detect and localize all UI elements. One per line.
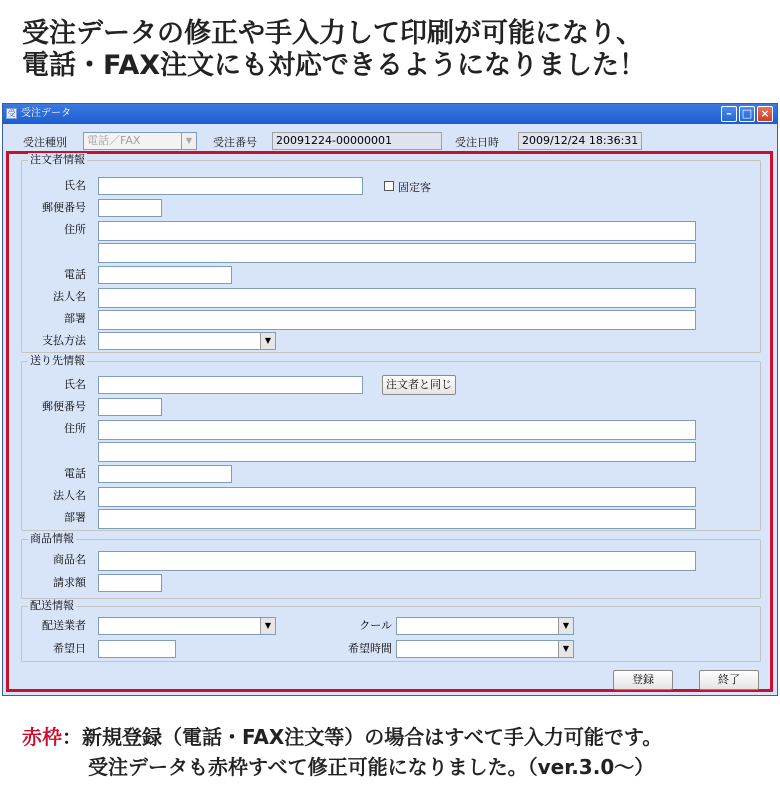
orderer-phone-input[interactable]: [98, 266, 232, 284]
product-name-input[interactable]: [98, 551, 696, 571]
note-line-2: 受注データも赤枠すべて修正可能になりました。（ver.3.0〜）: [88, 755, 655, 779]
orderer-zip-input[interactable]: [98, 199, 162, 217]
desired-date-label: 希望日: [53, 642, 86, 655]
cool-label: クール: [359, 619, 392, 632]
shipping-phone-input[interactable]: [98, 465, 232, 483]
carrier-label: 配送業者: [42, 619, 86, 632]
shipping-name-label: 氏名: [64, 378, 86, 391]
maximize-icon[interactable]: □: [739, 106, 755, 122]
chevron-down-icon: ▼: [558, 641, 573, 657]
exit-button[interactable]: 終了: [699, 670, 759, 690]
headline: [22, 18, 762, 82]
shipping-info-group: [21, 354, 761, 531]
chevron-down-icon: ▼: [558, 618, 573, 634]
order-no-field[interactable]: 20091224-00000001: [272, 132, 442, 150]
close-icon[interactable]: ×: [757, 106, 773, 122]
headline-line-1: 受注データの修正や手入力して印刷が可能になり、: [22, 18, 643, 49]
product-info-group: [21, 532, 761, 599]
shipping-info-title: 送り先情報: [30, 354, 85, 367]
shipping-address-input-2[interactable]: [98, 442, 696, 462]
billing-amount-input[interactable]: [98, 574, 162, 592]
shipping-zip-input[interactable]: [98, 398, 162, 416]
window-titlebar[interactable]: [3, 104, 777, 124]
order-no-label: 受注番号: [213, 136, 257, 149]
cool-select[interactable]: [396, 617, 574, 635]
orderer-phone-label: 電話: [64, 268, 86, 281]
payment-method-select[interactable]: [98, 332, 276, 350]
orderer-address-label: 住所: [64, 223, 86, 236]
orderer-name-label: 氏名: [64, 179, 86, 192]
note-line-1: 新規登録（電話・FAX注文等）の場合はすべて手入力可能です。: [82, 725, 663, 749]
orderer-info-title: 注文者情報: [30, 153, 85, 166]
delivery-info-title: 配送情報: [30, 599, 74, 612]
fixed-customer-checkbox[interactable]: [384, 181, 394, 191]
shipping-name-input[interactable]: [98, 376, 363, 394]
billing-amount-label: 請求額: [53, 576, 86, 589]
orderer-zip-label: 郵便番号: [42, 201, 86, 214]
note-colon: ：: [62, 725, 82, 749]
orderer-address-input-1[interactable]: [98, 221, 696, 241]
headline-line-2: 電話・FAX注文にも対応できるようになりました！: [22, 50, 647, 81]
order-date-label: 受注日時: [455, 136, 499, 149]
order-window: [2, 103, 778, 696]
orderer-name-input[interactable]: [98, 177, 363, 195]
minimize-icon[interactable]: –: [721, 106, 737, 122]
order-type-value: 電話／FAX: [87, 134, 141, 147]
delivery-info-group: [21, 599, 761, 662]
desired-time-label: 希望時間: [348, 642, 392, 655]
order-type-label: 受注種別: [23, 136, 67, 149]
shipping-department-input[interactable]: [98, 509, 696, 529]
product-info-title: 商品情報: [30, 532, 74, 545]
window-title: 受注データ: [21, 108, 71, 119]
orderer-info-group: [21, 153, 761, 353]
note: [22, 722, 772, 782]
chevron-down-icon: ▼: [260, 333, 275, 349]
order-type-select[interactable]: [83, 132, 197, 150]
fixed-customer-label: 固定客: [398, 181, 431, 194]
shipping-department-label: 部署: [64, 511, 86, 524]
chevron-down-icon: ▼: [260, 618, 275, 634]
shipping-company-input[interactable]: [98, 487, 696, 507]
carrier-select[interactable]: [98, 617, 276, 635]
orderer-company-input[interactable]: [98, 288, 696, 308]
shipping-phone-label: 電話: [64, 467, 86, 480]
shipping-address-label: 住所: [64, 422, 86, 435]
app-icon: 受: [7, 109, 16, 118]
chevron-down-icon: ▼: [181, 133, 196, 149]
shipping-zip-label: 郵便番号: [42, 400, 86, 413]
desired-date-input[interactable]: [98, 640, 176, 658]
orderer-address-input-2[interactable]: [98, 243, 696, 263]
shipping-address-input-1[interactable]: [98, 420, 696, 440]
orderer-company-label: 法人名: [53, 290, 86, 303]
register-button[interactable]: 登録: [613, 670, 673, 690]
orderer-department-label: 部署: [64, 312, 86, 325]
same-as-orderer-button[interactable]: 注文者と同じ: [382, 375, 456, 395]
shipping-company-label: 法人名: [53, 489, 86, 502]
orderer-department-input[interactable]: [98, 310, 696, 330]
order-date-field[interactable]: 2009/12/24 18:36:31: [518, 132, 642, 150]
product-name-label: 商品名: [53, 553, 86, 566]
desired-time-select[interactable]: [396, 640, 574, 658]
payment-method-label: 支払方法: [42, 334, 86, 347]
note-prefix: 赤枠: [22, 725, 62, 749]
